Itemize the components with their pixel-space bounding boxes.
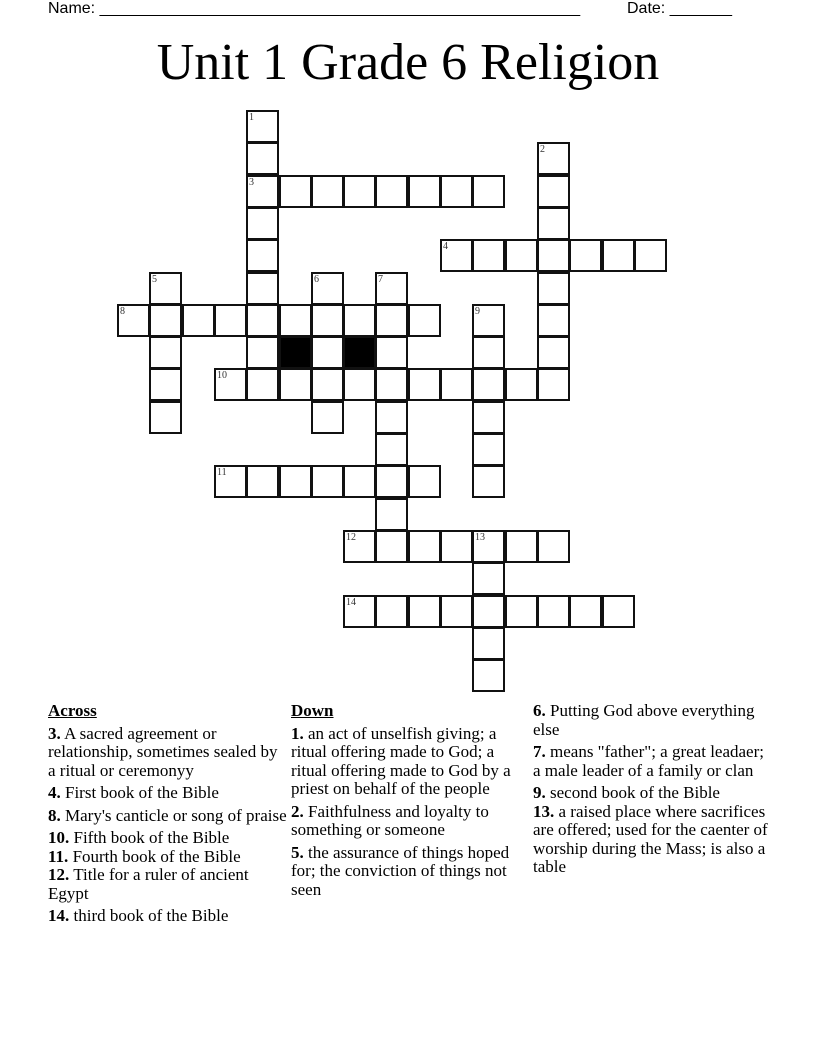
grid-cell[interactable] <box>537 142 570 175</box>
grid-cell[interactable] <box>408 175 441 208</box>
cell-number: 1 <box>249 112 254 123</box>
grid-cell[interactable] <box>214 304 247 337</box>
date-field-label: Date: _______ <box>627 0 732 17</box>
grid-cell[interactable] <box>149 401 182 434</box>
clue-text: A sacred agreement or relationship, sometimes sealed by a ritual or ceremonyy <box>48 723 278 780</box>
grid-cell[interactable] <box>279 368 312 401</box>
grid-cell[interactable] <box>279 465 312 498</box>
grid-cell[interactable] <box>343 175 376 208</box>
grid-cell[interactable] <box>375 401 408 434</box>
grid-cell[interactable] <box>246 465 279 498</box>
grid-cell[interactable] <box>505 595 538 628</box>
grid-cell[interactable] <box>149 272 182 305</box>
cell-number: 9 <box>475 306 480 317</box>
cell-number: 8 <box>120 306 125 317</box>
grid-cell[interactable] <box>537 207 570 240</box>
clue-text: the assurance of things hoped for; the conviction of things not seen <box>291 842 510 899</box>
grid-cell[interactable] <box>117 304 150 337</box>
grid-cell[interactable] <box>569 239 602 272</box>
grid-cell[interactable] <box>375 433 408 466</box>
grid-cell[interactable] <box>311 304 344 337</box>
grid-cell[interactable] <box>505 530 538 563</box>
clue-text: a raised place where sacrifices are offered; used for the caenter of worship during the Mass; is also a table <box>533 801 768 876</box>
across-heading: Across <box>48 701 97 720</box>
grid-cell[interactable] <box>505 368 538 401</box>
grid-cell[interactable] <box>472 304 505 337</box>
clue-text: an act of unselfish giving; a ritual offering made to God; a ritual offering made to God by a priest on behalf of the people <box>291 723 511 798</box>
grid-cell[interactable] <box>537 530 570 563</box>
clue-down-6 <box>533 702 773 739</box>
grid-cell[interactable] <box>214 465 247 498</box>
grid-cell[interactable] <box>279 175 312 208</box>
grid-cell[interactable] <box>537 336 570 369</box>
cell-number: 14 <box>346 597 356 608</box>
grid-cell[interactable] <box>246 175 279 208</box>
grid-cell[interactable] <box>602 239 635 272</box>
clue-text: Faithfulness and loyalty to something or someone <box>291 801 489 839</box>
grid-cell[interactable] <box>149 336 182 369</box>
clue-number: 1. <box>291 723 304 743</box>
grid-cell[interactable] <box>279 304 312 337</box>
clue-number: 5. <box>291 842 304 862</box>
clue-across-3 <box>48 725 288 781</box>
clue-text: First book of the Bible <box>65 783 219 802</box>
clue-across-8 <box>48 807 288 826</box>
grid-cell[interactable] <box>408 595 441 628</box>
grid-cell[interactable] <box>343 304 376 337</box>
clue-text: Fifth book of the Bible <box>73 828 230 847</box>
clue-number: 8. <box>48 805 61 825</box>
grid-cell[interactable] <box>149 368 182 401</box>
down-clues <box>291 702 531 903</box>
grid-cell[interactable] <box>246 336 279 369</box>
grid-cell[interactable] <box>537 595 570 628</box>
grid-cell[interactable] <box>408 465 441 498</box>
clue-number: 13. <box>533 801 555 821</box>
grid-cell[interactable] <box>602 595 635 628</box>
cell-number: 13 <box>475 532 485 543</box>
clue-text: Mary's canticle or song of praise <box>65 805 287 825</box>
grid-cell[interactable] <box>472 401 505 434</box>
clue-number: 3. <box>48 723 61 743</box>
grid-cell[interactable] <box>537 368 570 401</box>
grid-cell[interactable] <box>246 142 279 175</box>
grid-cell[interactable] <box>472 659 505 692</box>
grid-cell[interactable] <box>375 530 408 563</box>
grid-cell[interactable] <box>311 272 344 305</box>
clue-number: 10. <box>48 828 70 847</box>
grid-cell[interactable] <box>375 465 408 498</box>
grid-cell[interactable] <box>214 368 247 401</box>
grid-cell[interactable] <box>311 175 344 208</box>
clue-down-13 <box>533 803 773 877</box>
clue-down-2 <box>291 803 531 840</box>
cell-number: 5 <box>152 274 157 285</box>
clue-down-5 <box>291 844 531 900</box>
grid-cell[interactable] <box>311 465 344 498</box>
grid-cell[interactable] <box>246 368 279 401</box>
grid-cell[interactable] <box>440 239 473 272</box>
across-clues <box>48 702 288 930</box>
clue-number: 6. <box>533 701 546 720</box>
grid-cell[interactable] <box>472 433 505 466</box>
grid-cell[interactable] <box>472 336 505 369</box>
grid-cell[interactable] <box>182 304 215 337</box>
grid-cell[interactable] <box>472 562 505 595</box>
grid-cell[interactable] <box>343 465 376 498</box>
clue-number: 12. <box>48 865 70 884</box>
clue-down-1 <box>291 725 531 799</box>
black-square <box>343 336 376 369</box>
grid-cell[interactable] <box>472 595 505 628</box>
grid-cell[interactable] <box>472 175 505 208</box>
grid-cell[interactable] <box>537 304 570 337</box>
down-clues-continued <box>533 702 773 881</box>
clue-number: 14. <box>48 906 70 925</box>
grid-cell[interactable] <box>505 239 538 272</box>
grid-cell[interactable] <box>408 530 441 563</box>
grid-cell[interactable] <box>375 336 408 369</box>
clue-text: means "father"; a great leadaer; a male leader of a family or clan <box>533 742 764 780</box>
grid-cell[interactable] <box>246 272 279 305</box>
cell-number: 12 <box>346 532 356 543</box>
clue-number: 11. <box>48 846 69 866</box>
grid-cell[interactable] <box>343 368 376 401</box>
grid-cell[interactable] <box>375 272 408 305</box>
grid-cell[interactable] <box>246 207 279 240</box>
grid-cell[interactable] <box>472 239 505 272</box>
clue-number: 2. <box>291 801 304 821</box>
clue-across-12 <box>48 866 288 903</box>
cell-number: 7 <box>378 274 383 285</box>
clue-number: 4. <box>48 783 61 802</box>
grid-cell[interactable] <box>472 530 505 563</box>
cell-number: 2 <box>540 144 545 155</box>
clue-down-7 <box>533 743 773 780</box>
clue-text: Putting God above everything else <box>533 701 755 739</box>
clue-across-11 <box>48 848 288 867</box>
grid-cell[interactable] <box>472 627 505 660</box>
grid-cell[interactable] <box>375 498 408 531</box>
clue-text: Title for a ruler of ancient Egypt <box>48 865 249 903</box>
grid-cell[interactable] <box>440 595 473 628</box>
grid-cell[interactable] <box>375 368 408 401</box>
clue-across-14 <box>48 907 288 926</box>
cell-number: 10 <box>217 370 227 381</box>
grid-cell[interactable] <box>537 175 570 208</box>
cell-number: 3 <box>249 177 254 188</box>
grid-cell[interactable] <box>569 595 602 628</box>
clue-number: 7. <box>533 742 546 761</box>
clue-text: second book of the Bible <box>550 783 720 802</box>
grid-cell[interactable] <box>375 304 408 337</box>
black-square <box>279 336 312 369</box>
grid-cell[interactable] <box>149 304 182 337</box>
grid-cell[interactable] <box>408 304 441 337</box>
grid-cell[interactable] <box>472 465 505 498</box>
clue-across-4 <box>48 784 288 803</box>
cell-number: 6 <box>314 274 319 285</box>
clue-across-10 <box>48 829 288 848</box>
grid-cell[interactable] <box>311 368 344 401</box>
grid-cell[interactable] <box>408 368 441 401</box>
grid-cell[interactable] <box>343 595 376 628</box>
grid-cell[interactable] <box>311 401 344 434</box>
grid-cell[interactable] <box>472 368 505 401</box>
cell-number: 4 <box>443 241 448 252</box>
grid-cell[interactable] <box>375 595 408 628</box>
grid-cell[interactable] <box>375 175 408 208</box>
grid-cell[interactable] <box>440 368 473 401</box>
grid-cell[interactable] <box>537 272 570 305</box>
clue-text: third book of the Bible <box>73 906 229 925</box>
grid-cell[interactable] <box>440 175 473 208</box>
cell-number: 11 <box>217 467 227 478</box>
grid-cell[interactable] <box>343 530 376 563</box>
clue-number: 9. <box>533 783 546 802</box>
grid-cell[interactable] <box>537 239 570 272</box>
grid-cell[interactable] <box>246 239 279 272</box>
grid-cell[interactable] <box>634 239 667 272</box>
grid-cell[interactable] <box>246 110 279 143</box>
clue-text: Fourth book of the Bible <box>72 846 241 866</box>
grid-cell[interactable] <box>311 336 344 369</box>
grid-cell[interactable] <box>440 530 473 563</box>
down-heading: Down <box>291 701 334 720</box>
name-field-label: Name: ______________________________________________________ <box>48 0 581 17</box>
grid-cell[interactable] <box>246 304 279 337</box>
clue-down-9 <box>533 784 773 803</box>
page-title: Unit 1 Grade 6 Religion <box>156 34 660 91</box>
